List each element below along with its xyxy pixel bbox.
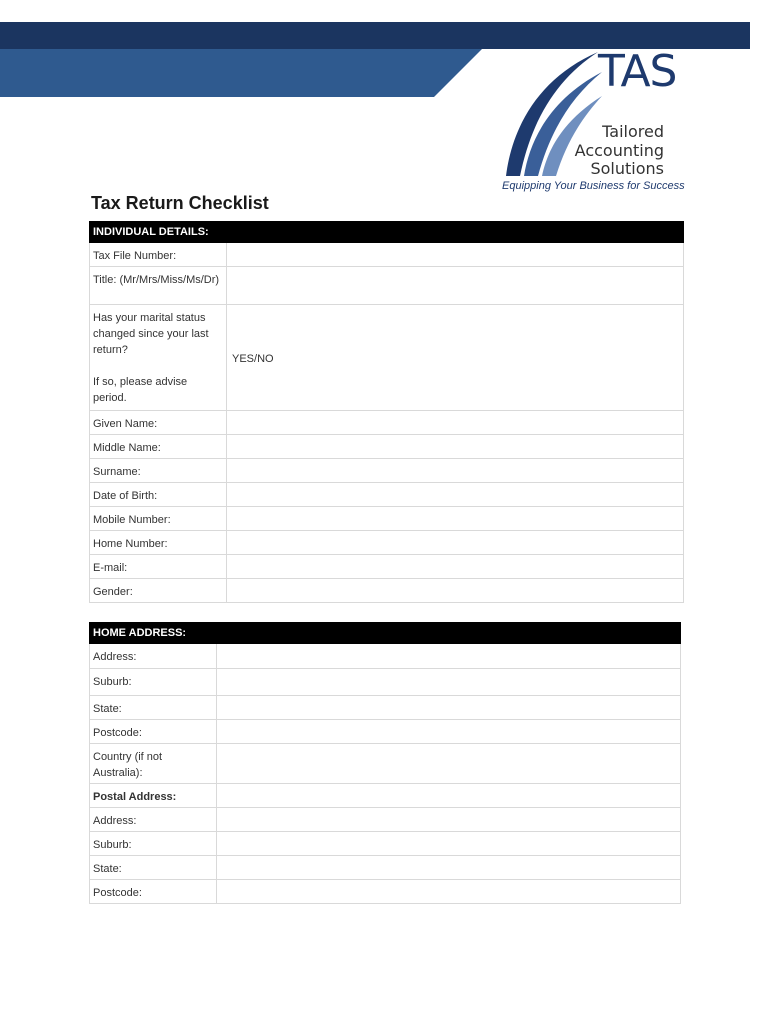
field-gender[interactable]: [227, 579, 684, 603]
logo-letters: TAS: [598, 46, 677, 97]
section-heading-individual: INDIVIDUAL DETAILS:: [90, 222, 684, 243]
field-postal-suburb[interactable]: [217, 832, 681, 856]
marital-question: Has your marital status changed since your last return?: [93, 312, 209, 356]
marital-advise: If so, please advise period.: [93, 376, 188, 404]
logo-line-solutions: Solutions: [590, 159, 664, 178]
logo-line-tailored: Tailored: [602, 122, 664, 141]
field-postal-state[interactable]: [217, 856, 681, 880]
field-surname[interactable]: [227, 459, 684, 483]
field-postal-address-line[interactable]: [217, 808, 681, 832]
logo-tagline: Equipping Your Business for Success: [502, 180, 685, 192]
field-postal-postcode[interactable]: [217, 880, 681, 904]
field-home-number[interactable]: [227, 531, 684, 555]
field-suburb[interactable]: [217, 669, 681, 696]
marital-yes-no: YES/NO: [232, 353, 274, 365]
field-middle-name[interactable]: [227, 435, 684, 459]
field-title[interactable]: [227, 267, 684, 305]
individual-details-table: [89, 221, 684, 603]
page-title: Tax Return Checklist: [91, 193, 269, 213]
label-gender: Gender:: [90, 579, 227, 603]
label-state: State:: [90, 696, 217, 720]
section-heading-home-address: HOME ADDRESS:: [90, 623, 681, 644]
field-email[interactable]: [227, 555, 684, 579]
field-tax-file-number[interactable]: [227, 243, 684, 267]
label-country: Country (if not Australia):: [90, 744, 217, 784]
label-postal-state: State:: [90, 856, 217, 880]
logo-line-accounting: Accounting: [574, 141, 664, 160]
field-country[interactable]: [217, 744, 681, 784]
label-postal-suburb: Suburb:: [90, 832, 217, 856]
label-postal-postcode: Postcode:: [90, 880, 217, 904]
label-tax-file-number: Tax File Number:: [90, 243, 227, 267]
label-address: Address:: [90, 644, 217, 669]
field-postcode[interactable]: [217, 720, 681, 744]
label-postal-address-line: Address:: [90, 808, 217, 832]
field-address[interactable]: [217, 644, 681, 669]
label-title: Title: (Mr/Mrs/Miss/Ms/Dr): [90, 267, 227, 305]
label-given-name: Given Name:: [90, 411, 227, 435]
field-postal-address[interactable]: [217, 784, 681, 808]
tas-logo: [498, 46, 685, 198]
field-given-name[interactable]: [227, 411, 684, 435]
field-state[interactable]: [217, 696, 681, 720]
label-marital-status: [90, 305, 227, 411]
home-address-table: [89, 622, 681, 904]
label-surname: Surname:: [90, 459, 227, 483]
label-home-number: Home Number:: [90, 531, 227, 555]
label-email: E-mail:: [90, 555, 227, 579]
field-marital-status[interactable]: [227, 305, 684, 411]
label-mobile-number: Mobile Number:: [90, 507, 227, 531]
label-postal-address: Postal Address:: [90, 784, 217, 808]
label-postcode: Postcode:: [90, 720, 217, 744]
field-mobile-number[interactable]: [227, 507, 684, 531]
label-suburb: Suburb:: [90, 669, 217, 696]
label-date-of-birth: Date of Birth:: [90, 483, 227, 507]
field-date-of-birth[interactable]: [227, 483, 684, 507]
label-middle-name: Middle Name:: [90, 435, 227, 459]
